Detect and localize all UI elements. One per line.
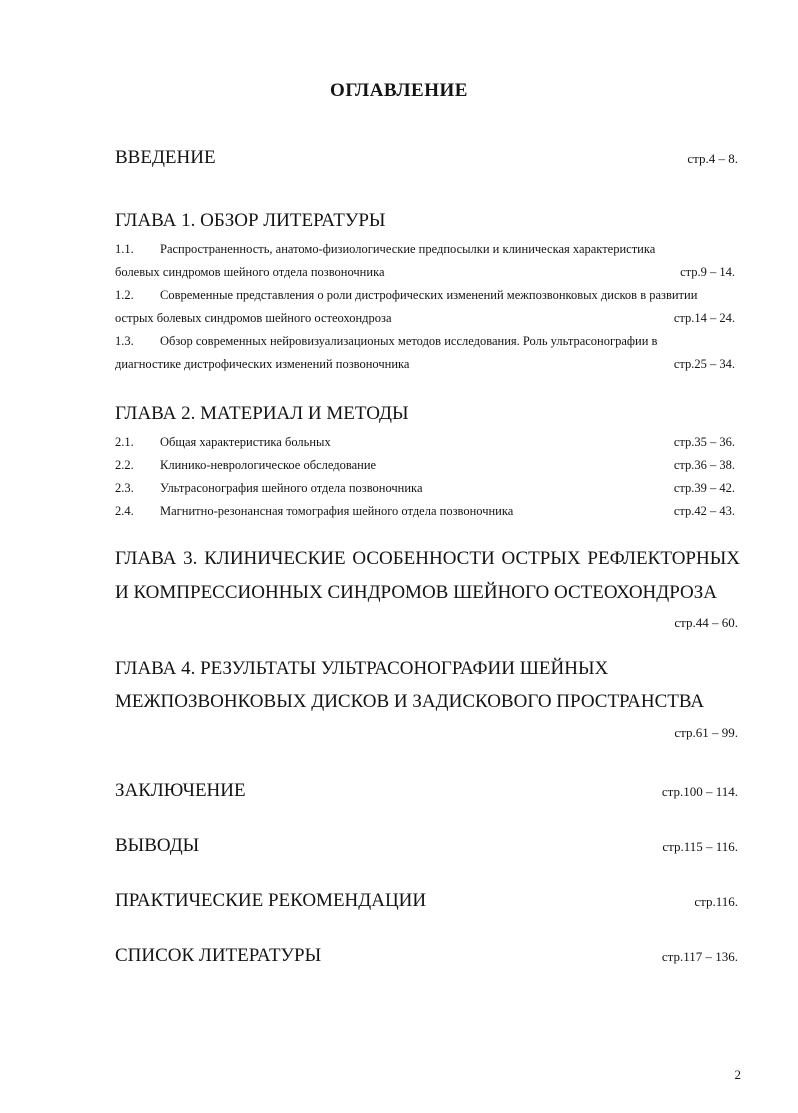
item-pages: стр.35 – 36. <box>673 435 735 449</box>
chapter3-title-line1: ГЛАВА 3. КЛИНИЧЕСКИЕ ОСОБЕННОСТИ ОСТРЫХ РЕФЛЕКТОРНЫХ <box>115 548 740 569</box>
item-text: Общая характеристика больных <box>160 435 331 449</box>
chapter4-pages: стр.61 – 99. <box>674 725 738 740</box>
item-number: 2.4. <box>115 504 134 518</box>
chapter2-title: ГЛАВА 2. МАТЕРИАЛ И МЕТОДЫ <box>115 403 409 424</box>
intro-pages: стр.4 – 8. <box>687 151 738 166</box>
item-pages: стр.39 – 42. <box>673 481 735 495</box>
findings-pages: стр.115 – 116. <box>662 839 738 854</box>
toc-item-2-3 <box>115 481 735 496</box>
item-pages: стр.42 – 43. <box>673 504 735 518</box>
toc-entry-references <box>115 945 738 967</box>
toc-entry-findings <box>115 835 738 857</box>
toc-item-2-4 <box>115 504 735 519</box>
item-pages: стр.36 – 38. <box>673 458 735 472</box>
item-pages: стр.9 – 14. <box>680 265 735 279</box>
conclusion-label: ЗАКЛЮЧЕНИЕ <box>115 780 246 801</box>
toc-item-2-1 <box>115 435 735 450</box>
chapter4-title-line2: МЕЖПОЗВОНКОВЫХ ДИСКОВ И ЗАДИСКОВОГО ПРОСТРАНСТВА <box>115 691 705 712</box>
item-number: 2.2. <box>115 458 134 472</box>
item-number: 1.3. <box>115 334 134 348</box>
chapter4-title-line1: ГЛАВА 4. РЕЗУЛЬТАТЫ УЛЬТРАСОНОГРАФИИ ШЕЙНЫХ <box>115 658 609 679</box>
page-number: 2 <box>734 1067 741 1082</box>
toc-entry-conclusion <box>115 780 738 802</box>
toc-entry-recommendations <box>115 890 738 912</box>
toc-entry-intro <box>115 147 738 169</box>
item-text-line1: Распространенность, анатомо-физиологические предпосылки и клиническая характеристика <box>160 242 656 256</box>
item-text: Магнитно-резонансная томография шейного отдела позвоночника <box>160 504 514 518</box>
toc-item-2-2 <box>115 458 735 473</box>
toc-title: ОГЛАВЛЕНИЕ <box>330 80 468 101</box>
chapter3-title-line2: И КОМПРЕССИОННЫХ СИНДРОМОВ ШЕЙНОГО ОСТЕОХОНДРОЗА <box>115 582 717 603</box>
toc-item-1-3 <box>115 330 735 376</box>
chapter1-title: ГЛАВА 1. ОБЗОР ЛИТЕРАТУРЫ <box>115 210 386 231</box>
chapter3-pages: стр.44 – 60. <box>674 615 738 630</box>
item-number: 2.1. <box>115 435 134 449</box>
item-pages: стр.25 – 34. <box>673 357 735 371</box>
conclusion-pages: стр.100 – 114. <box>661 784 738 799</box>
item-text-line2: болевых синдромов шейного отдела позвоночника <box>115 265 385 279</box>
recommendations-label: ПРАКТИЧЕСКИЕ РЕКОМЕНДАЦИИ <box>115 890 427 911</box>
recommendations-pages: стр.116. <box>694 894 738 909</box>
item-text-line1: Обзор современных нейровизуализационых методов исследования. Роль ультрасонографии в <box>160 334 658 348</box>
item-number: 2.3. <box>115 481 134 495</box>
references-label: СПИСОК ЛИТЕРАТУРЫ <box>115 945 322 966</box>
item-text-line2: острых болевых синдромов шейного остеохондроза <box>115 311 392 325</box>
toc-item-1-2 <box>115 284 735 330</box>
references-pages: стр.117 – 136. <box>661 949 738 964</box>
intro-label: ВВЕДЕНИЕ <box>115 147 216 168</box>
item-number: 1.1. <box>115 242 134 256</box>
item-text-line2: диагностике дистрофических изменений позвоночника <box>115 357 410 371</box>
item-text: Клинико-неврологическое обследование <box>160 458 377 472</box>
item-text-line1: Современные представления о роли дистрофических изменений межпозвонковых дисков в развитии <box>160 288 698 302</box>
item-number: 1.2. <box>115 288 134 302</box>
toc-item-1-1 <box>115 238 735 284</box>
item-pages: стр.14 – 24. <box>673 311 735 325</box>
item-text: Ультрасонография шейного отдела позвоночника <box>160 481 423 495</box>
findings-label: ВЫВОДЫ <box>115 835 200 856</box>
